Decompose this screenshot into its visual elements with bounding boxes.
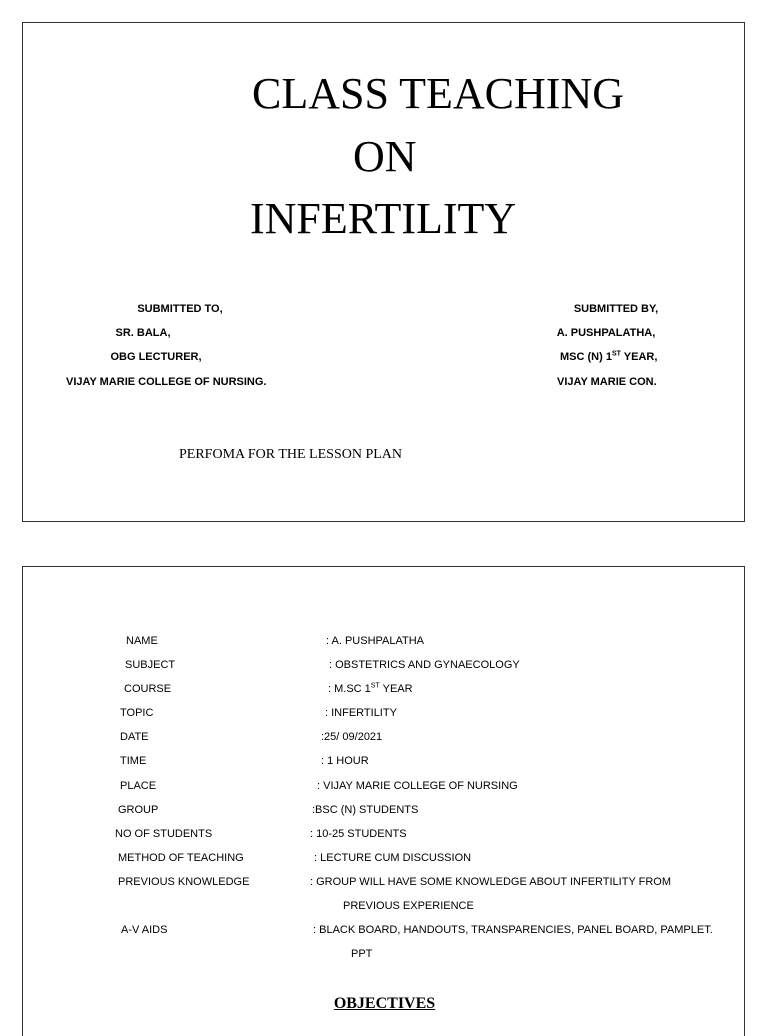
topic-value: : INFERTILITY	[325, 707, 397, 719]
submitted-by-course: MSC (N) 1ST YEAR,	[560, 350, 658, 363]
title-line-1: CLASS TEACHING	[252, 69, 625, 118]
group-label: GROUP	[118, 804, 159, 816]
place-label: PLACE	[120, 780, 157, 792]
time-value: : 1 HOUR	[321, 755, 369, 767]
previous-knowledge-value-cont: PREVIOUS EXPERIENCE	[343, 900, 474, 912]
time-label: TIME	[120, 755, 147, 767]
students-value: : 10-25 STUDENTS	[310, 828, 407, 840]
perfoma-heading: PERFOMA FOR THE LESSON PLAN	[179, 447, 403, 462]
course-value: : M.SC 1ST YEAR	[328, 682, 413, 695]
date-value: :25/ 09/2021	[321, 731, 383, 743]
date-label: DATE	[120, 731, 149, 743]
lesson-plan-page	[22, 566, 745, 1036]
submitted-to-name: SR. BALA,	[115, 327, 171, 339]
av-aids-value: : BLACK BOARD, HANDOUTS, TRANSPARENCIES, PANEL BOARD, PAMPLET.	[313, 924, 713, 936]
topic-label: TOPIC	[120, 707, 154, 719]
method-value: : LECTURE CUM DISCUSSION	[314, 852, 472, 864]
students-label: NO OF STUDENTS	[115, 828, 213, 840]
previous-knowledge-value: : GROUP WILL HAVE SOME KNOWLEDGE ABOUT INFERTILITY FROM	[310, 876, 672, 888]
submitted-by-institution: VIJAY MARIE CON.	[557, 376, 657, 388]
place-value: : VIJAY MARIE COLLEGE OF NURSING	[317, 780, 518, 792]
name-value: : A. PUSHPALATHA	[326, 635, 425, 647]
submitted-by-name: A. PUSHPALATHA,	[556, 327, 656, 339]
name-label: NAME	[126, 635, 158, 647]
cover-page	[22, 22, 745, 522]
submitted-to-designation: OBG LECTURER,	[110, 351, 202, 363]
group-value: :BSC (N) STUDENTS	[312, 804, 419, 816]
av-aids-label: A-V AIDS	[121, 924, 168, 936]
title-line-2: ON	[353, 132, 417, 181]
submitted-to-heading: SUBMITTED TO,	[137, 303, 223, 315]
objectives-heading: OBJECTIVES	[333, 995, 436, 1012]
submitted-by-heading: SUBMITTED BY,	[573, 303, 659, 315]
method-label: METHOD OF TEACHING	[118, 852, 244, 864]
course-label: COURSE	[124, 683, 172, 695]
previous-knowledge-label: PREVIOUS KNOWLEDGE	[118, 876, 250, 888]
title-line-3: INFERTILITY	[250, 194, 517, 243]
subject-label: SUBJECT	[125, 659, 176, 671]
av-aids-value-cont: PPT	[351, 948, 373, 960]
submitted-to-institution: VIJAY MARIE COLLEGE OF NURSING.	[66, 376, 267, 388]
subject-value: : OBSTETRICS AND GYNAECOLOGY	[329, 659, 520, 671]
